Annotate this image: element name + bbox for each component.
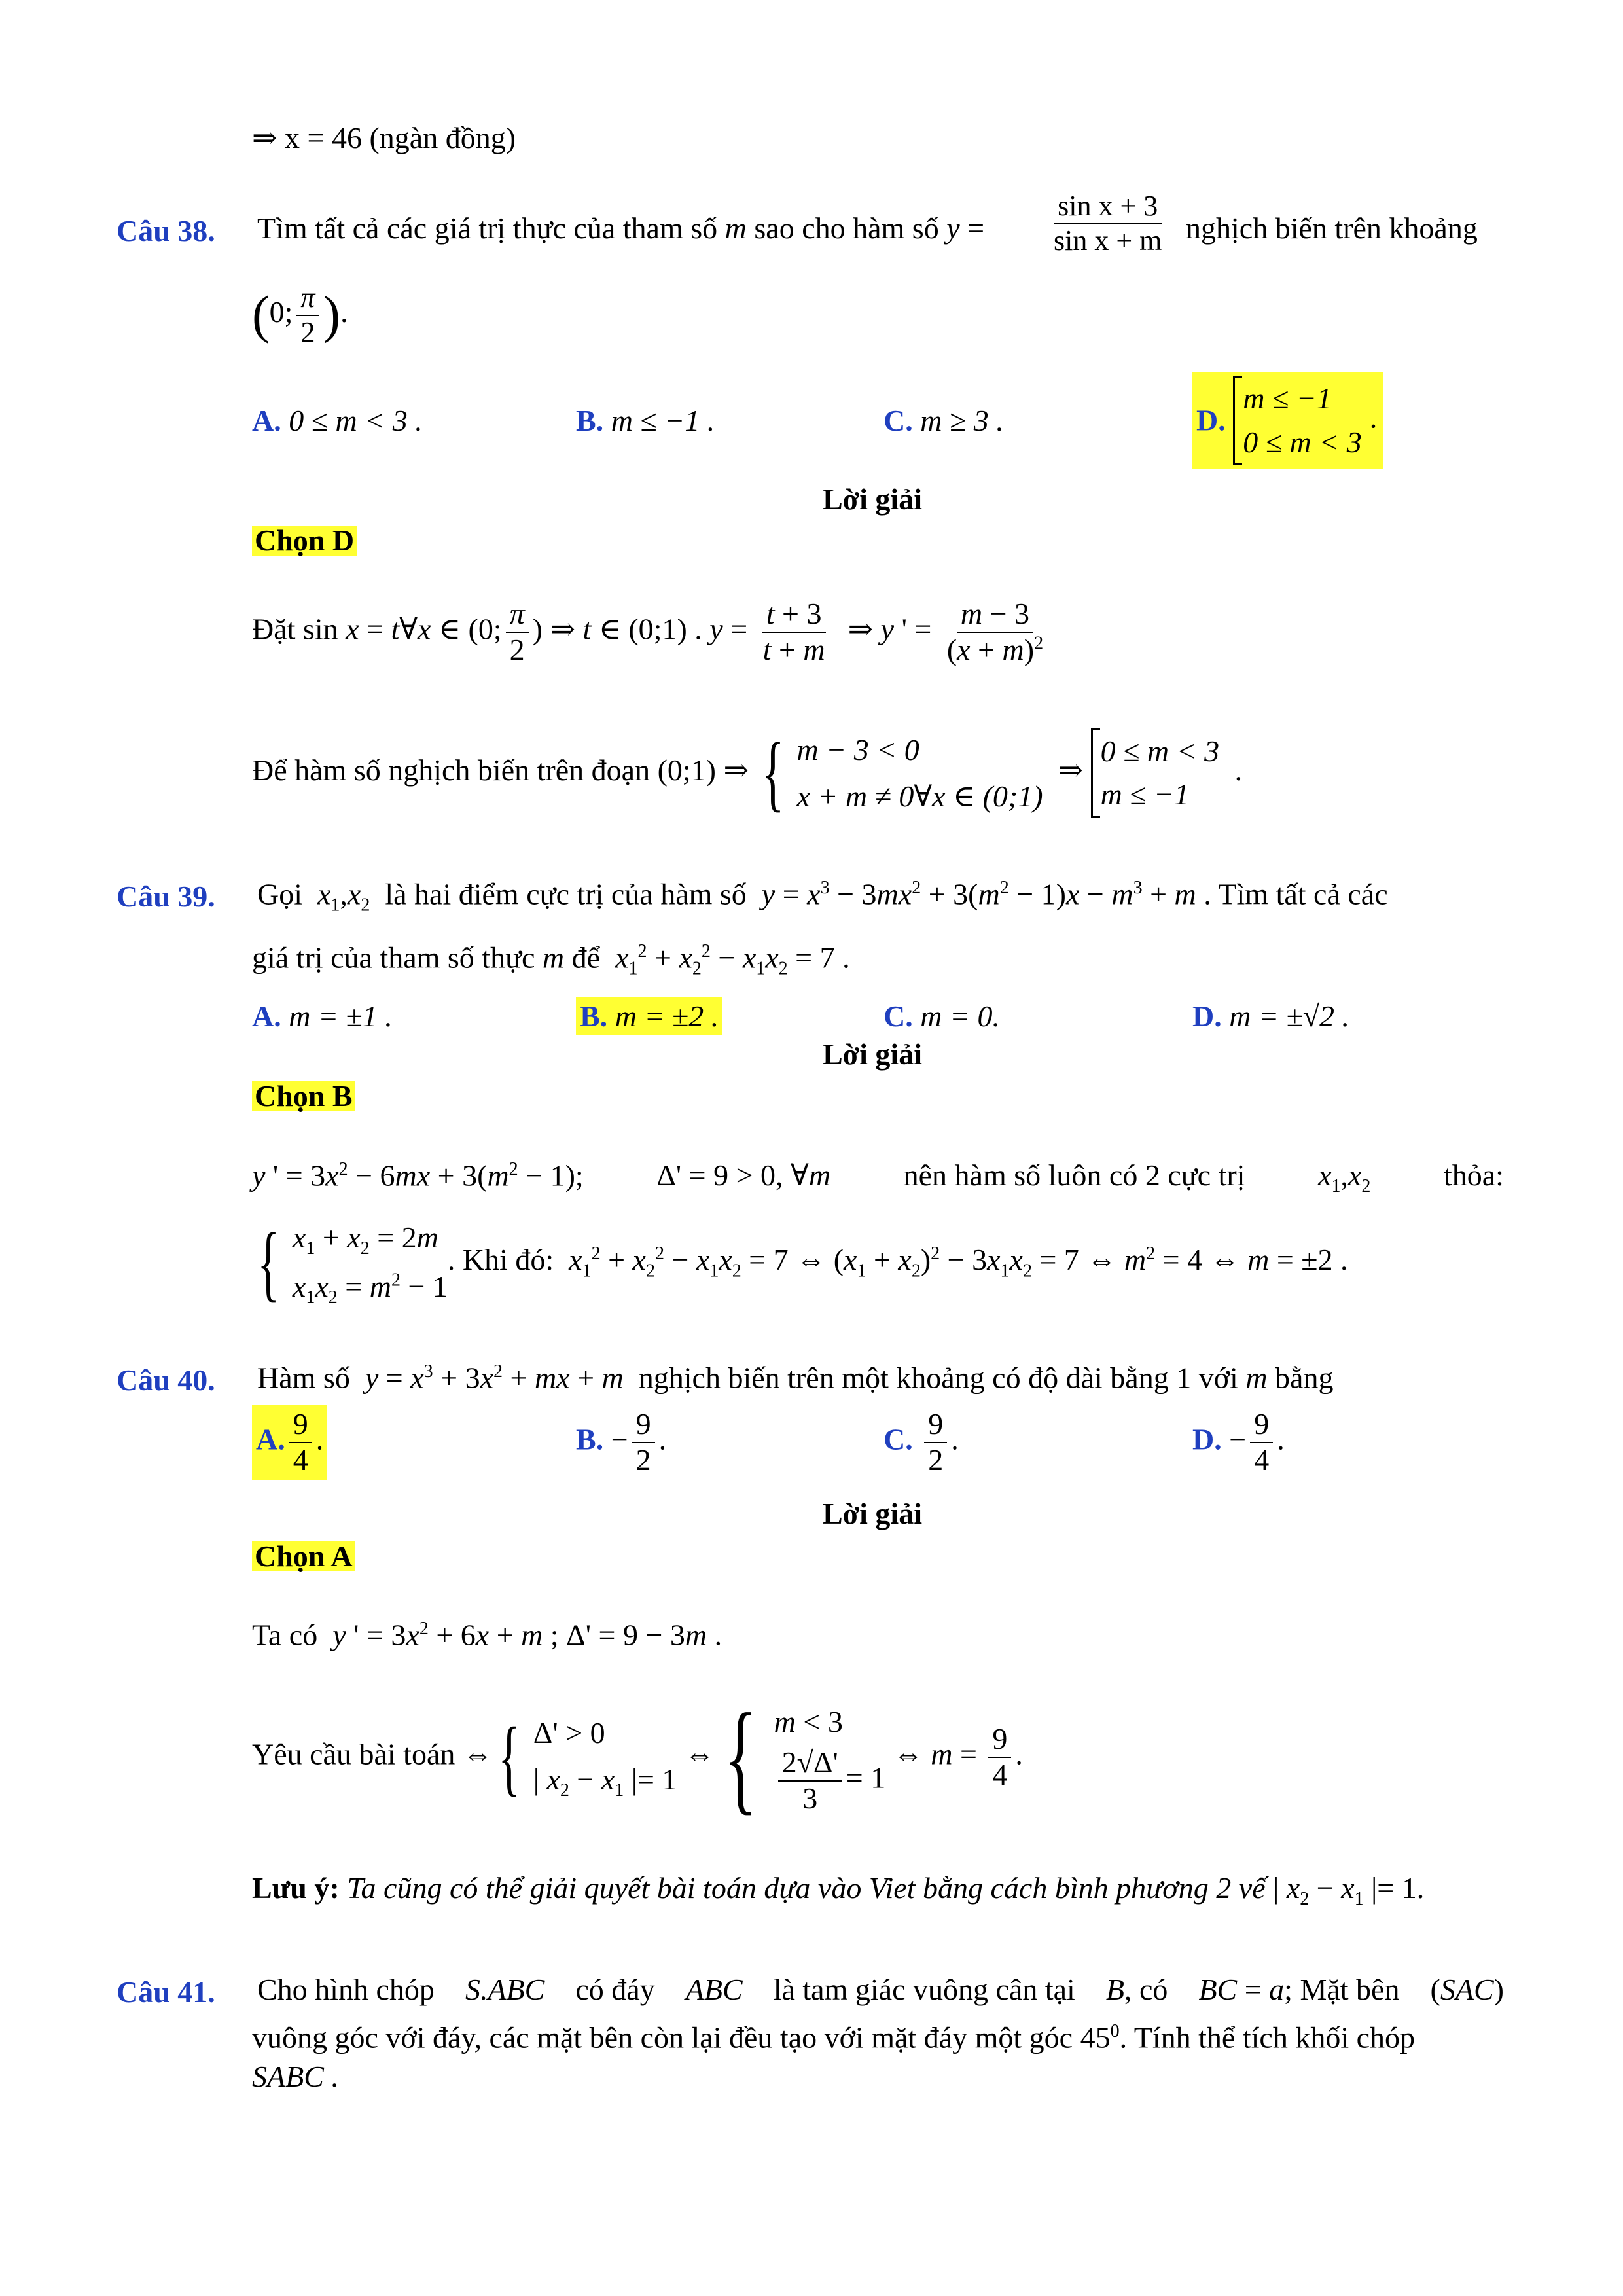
question-41-label: Câu 41. [116,1975,215,2009]
q40-option-d[interactable]: D. − $\frac{9}{4}$ . [1192,1407,1285,1477]
q40-note: Lưu ý: Ta cũng có thể giải quyết bài toán dựa vào Viet bằng cách bình phương 2 vế | $x_2 - x_1$ |= 1. [252,1871,1425,1910]
q38-interval: (0; $\frac{\pi}{2}$ ). [252,281,348,348]
question-39-label: Câu 39. [116,880,215,913]
q39-option-b[interactable]: B. m = ±2 . [576,997,722,1035]
q38-text-end: nghịch biến trên khoảng [1186,211,1478,245]
q38-solution-title: Lời giải [823,482,922,516]
q38-step1: Đặt sin x = t∀x ∈ (0; $\frac{\pi}{2}$ ) ⇒ t ∈ (0;1) . y = $\frac{t + 3}{t + m}$ ⇒ y ' = $\frac{m - 3}{(x + m)^2}$ [252,597,1044,666]
q38-step2: Để hàm số nghịch biến trên đoạn (0;1) ⇒ { m − 3 < 0 x + m ≠ 0∀x ∈ (0;1) ⇒ 0 ≤ m < 3 m ≤ −1 . [252,726,1243,821]
q38-option-a[interactable]: A. 0 ≤ m < 3 . [252,404,423,437]
q40-step2: Yêu cầu bài toán ⇔{ Δ' > 0 | $x_2 - x_1$ |= 1 ⇔{ m < 3 $\frac{2√\Delta'}{3}$ = 1 ⇔ m = $\frac{9}{4}$ . [252,1689,1023,1826]
result-line: ⇒ x = 46 (ngàn đồng) [252,121,516,154]
q39-text-line2: giá trị của tham số thực m để $x_1^2 + x_2^2 - x_1x_2 = 7$ . [252,941,850,979]
q38-option-d[interactable]: D. m ≤ −1 0 ≤ m < 3. [1192,372,1383,469]
q39-solution-title: Lời giải [823,1037,922,1071]
q38-option-c[interactable]: C. m ≥ 3 . [883,404,1004,437]
q38-choice: Chọn D [252,526,357,556]
question-41-line1: Cho hình chóp S.ABC có đáy ABC là tam giác vuông cân tại B, có BC = a; Mặt bên (SAC) [257,1973,1504,2006]
q39-option-c[interactable]: C. m = 0. [883,999,1000,1033]
question-40-label: Câu 40. [116,1363,215,1397]
question-41-line3: SABC . [252,2060,339,2093]
q40-step1: Ta có y ' = $3x^2 + 6x + m$ ; Δ' = 9 − 3m . [252,1618,722,1652]
q39-choice: Chọn B [252,1081,355,1111]
q39-option-d[interactable]: D. m = ±√2 . [1192,999,1349,1033]
q39-step2: { $x_1 + x_2 = 2m$ $x_1x_2 = m^2 - 1$. Khi đó: $x_1^2 + x_2^2 - x_1x_2 = 7$ ⇔ $(x_1 + x_2)^2 - 3x_1x_2 = 7$ ⇔ $m^2 = 4$ ⇔ m = ±2 . [257,1215,1348,1310]
q39-step1: y ' = $3x^2 - 6mx + 3(m^2 - 1)$; Δ' = 9 > 0, ∀m nên hàm số luôn có 2 cực trị $x_1,x_2$ thỏa: [252,1158,1504,1197]
question-38-text: Tìm tất cả các giá trị thực của tham số m sao cho hàm số y = [257,211,985,245]
q40-choice: Chọn A [252,1541,355,1571]
question-41-line2: vuông góc với đáy, các mặt bên còn lại đều tạo với mặt đáy một góc $45^0$. Tính thể tích khối chóp [252,2020,1416,2054]
q38-function-fraction: $\frac{\text{sin x + 3}}{\text{sin x + m}}$ [1054,190,1162,257]
q40-option-c[interactable]: C. $\frac{9}{2}$ . [883,1407,959,1477]
q40-option-b[interactable]: B. − $\frac{9}{2}$ . [576,1407,667,1477]
question-39-text: Gọi $x_1,x_2$ là hai điểm cực trị của hàm số $y = x^3 - 3mx^2 + 3(m^2 - 1)x - m^3 + m$ . Tìm tất cả các [257,877,1388,916]
q38-option-b[interactable]: B. m ≤ −1 . [576,404,715,437]
q40-option-a[interactable]: A. $\frac{9}{4}$ . [252,1405,327,1480]
question-40-text: Hàm số $y = x^3 + 3x^2$ + mx + m nghịch biến trên một khoảng có độ dài bằng 1 với m bằng [257,1361,1334,1395]
question-38-label: Câu 38. [116,214,215,247]
q39-option-a[interactable]: A. m = ±1 . [252,999,393,1033]
q40-solution-title: Lời giải [823,1497,922,1530]
